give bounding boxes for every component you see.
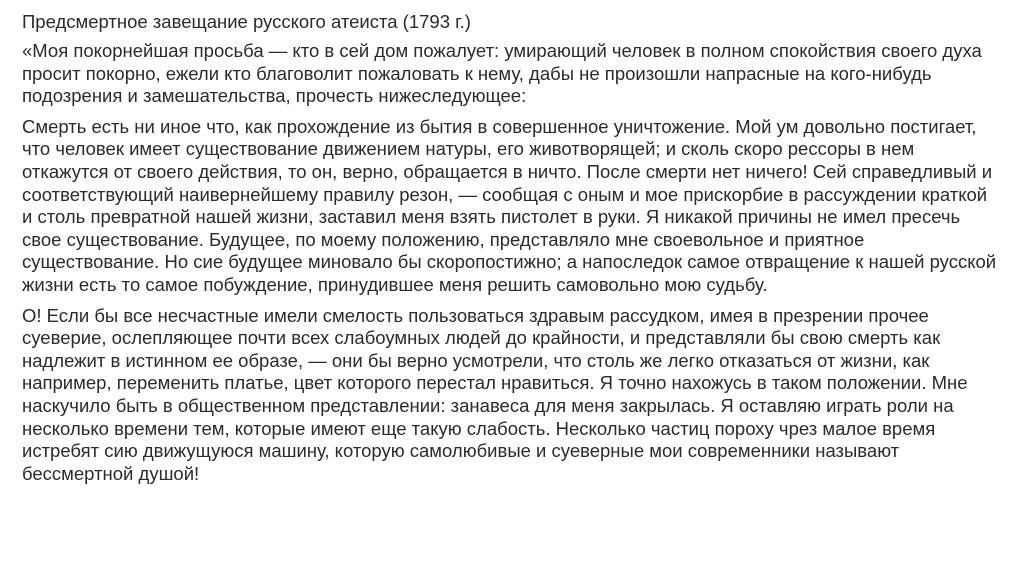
- paragraph-conclusion: О! Если бы все несчастные имели смелость пользоваться здравым рассудком, имея в презрении прочее суеверие, ослепляющее почти всех слабоумных людей до крайности, и представляли бы свою смерть как надлежит в истинном ее образе, — они бы верно усмотрели, что столь же легко отказаться от жизни, как например, переменить платье, цвет которого перестал нравиться. Я точно нахожусь в таком положении. Мне наскучило быть в общественном представлении: занавеса для меня закрылась. Я оставляю играть роли на несколько времени тем, которые имеют еще такую слабость. Несколько частиц пороху чрез малое время истребят сию движущуюся машину, которую самолюбивые и суеверные мои современники называют бессмертной душой!: [22, 304, 968, 484]
- document-title: Предсмертное завещание русского атеиста (1793 г.): [22, 11, 471, 32]
- paragraph-intro: «Моя покорнейшая просьба — кто в сей дом пожалует: умирающий человек в полном спокойствия своего духа просит покорно, ежели кто благоволит пожаловать к нему, дабы не произошли напрасные на кого-нибудь подозрения и замешательства, прочесть нижеследующее:: [22, 40, 982, 107]
- slide-content: [22, 10, 1000, 493]
- paragraph-death: Смерть есть ни иное что, как прохождение из бытия в совершенное уничтожение. Мой ум довольно постигает, что человек имеет существование движением натуры, его животворящей; и сколь скоро рессоры в нем откажутся от своего действия, то он, верно, обращается в ничто. После смерти нет ничего! Сей справедливый и соответствующий наивернейшему правилу резон, — сообщая с оным и мое прискорбие в рассуждении краткой и столь превратной нашей жизни, заставил меня взять пистолет в руки. Я никакой причины не имел пресечь свое существование. Будущее, по моему положению, представляло мне своевольное и приятное существование. Но сие будущее миновало бы скоропостижно; а напоследок самое отвращение к нашей русской жизни есть то самое побуждение, принудившее меня решить самовольно мою судьбу.: [22, 115, 997, 295]
